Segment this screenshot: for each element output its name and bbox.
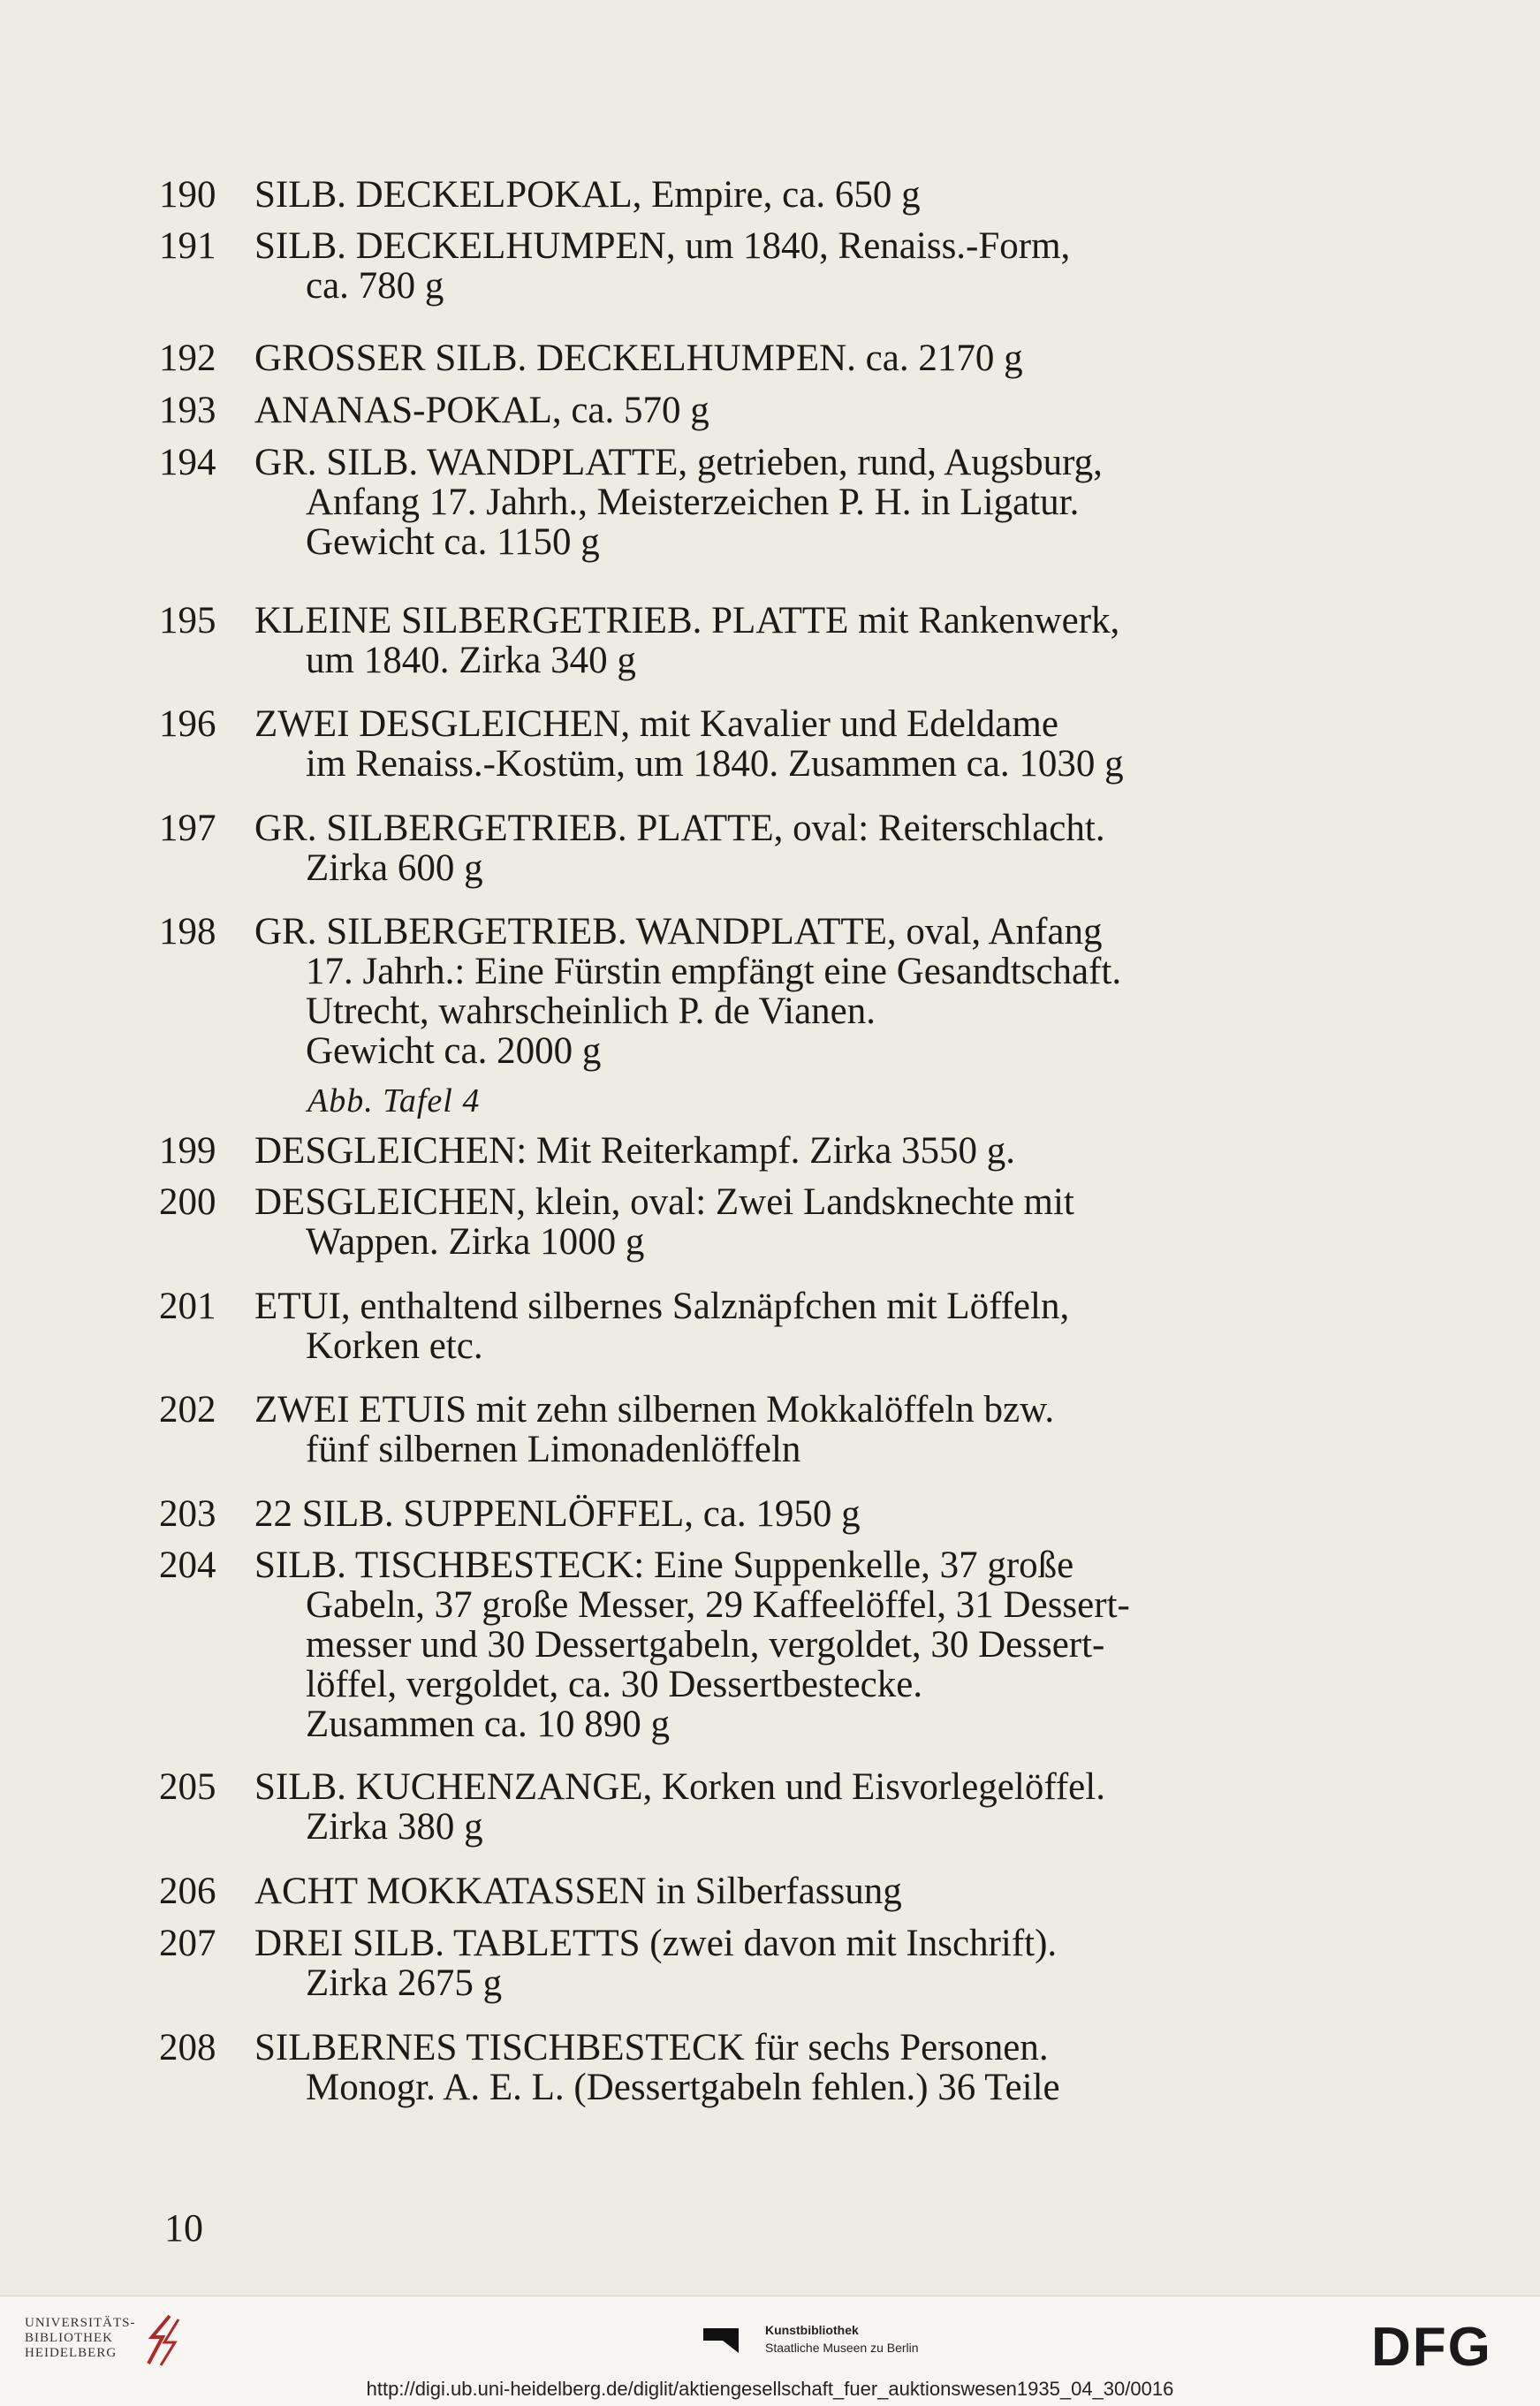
lot-description <box>254 808 1288 888</box>
lot-number: 207 <box>159 1923 216 1964</box>
lot-number: 193 <box>159 390 216 431</box>
lot-continuation-line: ca. 780 g <box>306 265 444 307</box>
lot-title-line: SILBERNES TISCHBESTECK für sechs Personen. <box>254 2027 1049 2068</box>
lot-description <box>254 1390 1288 1469</box>
page-number: 10 <box>164 2206 203 2250</box>
lot-continuation-line: Utrecht, wahrscheinlich P. de Vianen. <box>306 990 876 1032</box>
lot-description <box>254 1286 1288 1366</box>
source-url[interactable]: http://digi.ub.uni-heidelberg.de/diglit/aktiengesellschaft_fuer_auktionswesen1935_04_30/0016 <box>366 2378 1174 2400</box>
lot-continuation-line: Zirka 380 g <box>306 1806 483 1848</box>
lot-number: 200 <box>159 1181 216 1223</box>
lot-title-line: GR. SILBERGETRIEB. PLATTE, oval: Reiterschlacht. <box>254 808 1105 849</box>
lot-number: 206 <box>159 1871 216 1912</box>
lot-number: 192 <box>159 338 216 379</box>
university-emblem-icon <box>143 2311 186 2369</box>
digitization-footer <box>0 2296 1540 2406</box>
lot-number: 190 <box>159 174 216 216</box>
lot-continuation-line: Monogr. A. E. L. (Dessertgabeln fehlen.) 36 Teile <box>306 2067 1060 2108</box>
lot-continuation-line: um 1840. Zirka 340 g <box>306 640 636 681</box>
lot-continuation-line: Zirka 600 g <box>306 847 483 889</box>
lot-title-line: GR. SILBERGETRIEB. WANDPLATTE, oval, Anfang <box>254 911 1103 953</box>
lot-title-line: 22 SILB. SUPPENLÖFFEL, ca. 1950 g <box>254 1493 861 1535</box>
lot-number: 199 <box>159 1130 216 1172</box>
lot-number: 196 <box>159 703 216 745</box>
lot-continuation-line: Anfang 17. Jahrh., Meisterzeichen P. H. in Ligatur. <box>306 482 1080 523</box>
lot-number: 204 <box>159 1545 216 1586</box>
lot-description <box>254 1131 1288 1171</box>
lot-number: 198 <box>159 911 216 953</box>
lot-title-line: DREI SILB. TABLETTS (zwei davon mit Inschrift). <box>254 1923 1058 1964</box>
lot-number: 197 <box>159 808 216 849</box>
lot-description <box>254 2028 1288 2107</box>
lot-title-line: SILB. DECKELHUMPEN, um 1840, Renaiss.-Form, <box>254 225 1071 267</box>
lot-description <box>254 1767 1288 1847</box>
lot-continuation-line: im Renaiss.-Kostüm, um 1840. Zusammen ca. 1030 g <box>306 743 1124 785</box>
lot-description <box>254 1545 1288 1744</box>
kunstbibliothek-title: Kunstbibliothek <box>765 2323 859 2337</box>
lot-description <box>254 1494 1288 1534</box>
lot-title-line: SILB. KUCHENZANGE, Korken und Eisvorlegelöffel. <box>254 1766 1105 1808</box>
lot-description <box>254 1871 1288 1911</box>
lot-title-line: ANANAS-POKAL, ca. 570 g <box>254 390 709 431</box>
lot-title-line: ETUI, enthaltend silbernes Salznäpfchen mit Löffeln, <box>254 1286 1070 1327</box>
lot-title-line: ZWEI DESGLEICHEN, mit Kavalier und Edeldame <box>254 703 1058 745</box>
lot-continuation-line: Gewicht ca. 1150 g <box>306 521 600 563</box>
logo-line: BIBLIOTHEK <box>25 2331 113 2345</box>
lot-continuation-line: Zusammen ca. 10 890 g <box>306 1704 670 1745</box>
lot-number: 203 <box>159 1493 216 1535</box>
kunstbibliothek-subtitle: Staatliche Museen zu Berlin <box>765 2341 919 2355</box>
lot-continuation-line: 17. Jahrh.: Eine Fürstin empfängt eine Gesandtschaft. <box>306 951 1122 992</box>
lot-description <box>254 1924 1288 2003</box>
lot-continuation-line: Wappen. Zirka 1000 g <box>306 1221 645 1263</box>
lot-description <box>254 175 1288 215</box>
lot-description <box>254 226 1288 306</box>
lot-title-line: KLEINE SILBERGETRIEB. PLATTE mit Rankenwerk, <box>254 600 1120 641</box>
lot-title-line: SILB. TISCHBESTECK: Eine Suppenkelle, 37 große <box>254 1545 1074 1586</box>
logo-line: UNIVERSITÄTS- <box>25 2316 136 2330</box>
lot-number: 191 <box>159 225 216 267</box>
lot-continuation-line: Gewicht ca. 2000 g <box>306 1030 602 1072</box>
lot-title-line: ACHT MOKKATASSEN in Silberfassung <box>254 1871 902 1912</box>
lot-continuation-line: Korken etc. <box>306 1325 483 1367</box>
lot-number: 205 <box>159 1766 216 1808</box>
lot-description <box>254 704 1288 784</box>
lot-number: 195 <box>159 600 216 641</box>
lot-number: 202 <box>159 1389 216 1431</box>
lot-description <box>254 601 1288 680</box>
kunstbibliothek-label[interactable] <box>765 2321 919 2357</box>
lot-description <box>254 1182 1288 1262</box>
lot-title-line: SILB. DECKELPOKAL, Empire, ca. 650 g <box>254 174 921 216</box>
lot-continuation-line: messer und 30 Dessertgabeln, vergoldet, 30 Dessert- <box>306 1624 1105 1666</box>
lot-title-line: DESGLEICHEN: Mit Reiterkampf. Zirka 3550 g. <box>254 1130 1016 1172</box>
lot-description <box>254 391 1288 430</box>
lot-number: 201 <box>159 1286 216 1327</box>
lot-title-line: GR. SILB. WANDPLATTE, getrieben, rund, Augsburg, <box>254 442 1103 483</box>
logo-line: HEIDELBERG <box>25 2346 118 2360</box>
kunstbibliothek-logo-icon <box>703 2321 758 2353</box>
dfg-logo[interactable]: DFG <box>1371 2317 1492 2378</box>
lot-title-line: ZWEI ETUIS mit zehn silbernen Mokkalöffeln bzw. <box>254 1389 1055 1431</box>
lot-continuation-line: Zirka 2675 g <box>306 1962 503 2004</box>
university-library-logo[interactable] <box>25 2316 136 2361</box>
lot-description <box>254 912 1288 1071</box>
lot-number: 208 <box>159 2027 216 2068</box>
lot-number: 194 <box>159 442 216 483</box>
lot-title-line: DESGLEICHEN, klein, oval: Zwei Landsknechte mit <box>254 1181 1074 1223</box>
lot-title-line: GROSSER SILB. DECKELHUMPEN. ca. 2170 g <box>254 338 1023 379</box>
lot-continuation-line: Gabeln, 37 große Messer, 29 Kaffeelöffel, 31 Dessert- <box>306 1584 1130 1626</box>
lot-description <box>254 443 1288 562</box>
lot-continuation-line: fünf silbernen Limonadenlöffeln <box>306 1429 801 1470</box>
lot-continuation-line: löffel, vergoldet, ca. 30 Dessertbestecke. <box>306 1664 923 1705</box>
figure-caption: Abb. Tafel 4 <box>307 1082 481 1120</box>
lot-description <box>254 338 1288 378</box>
